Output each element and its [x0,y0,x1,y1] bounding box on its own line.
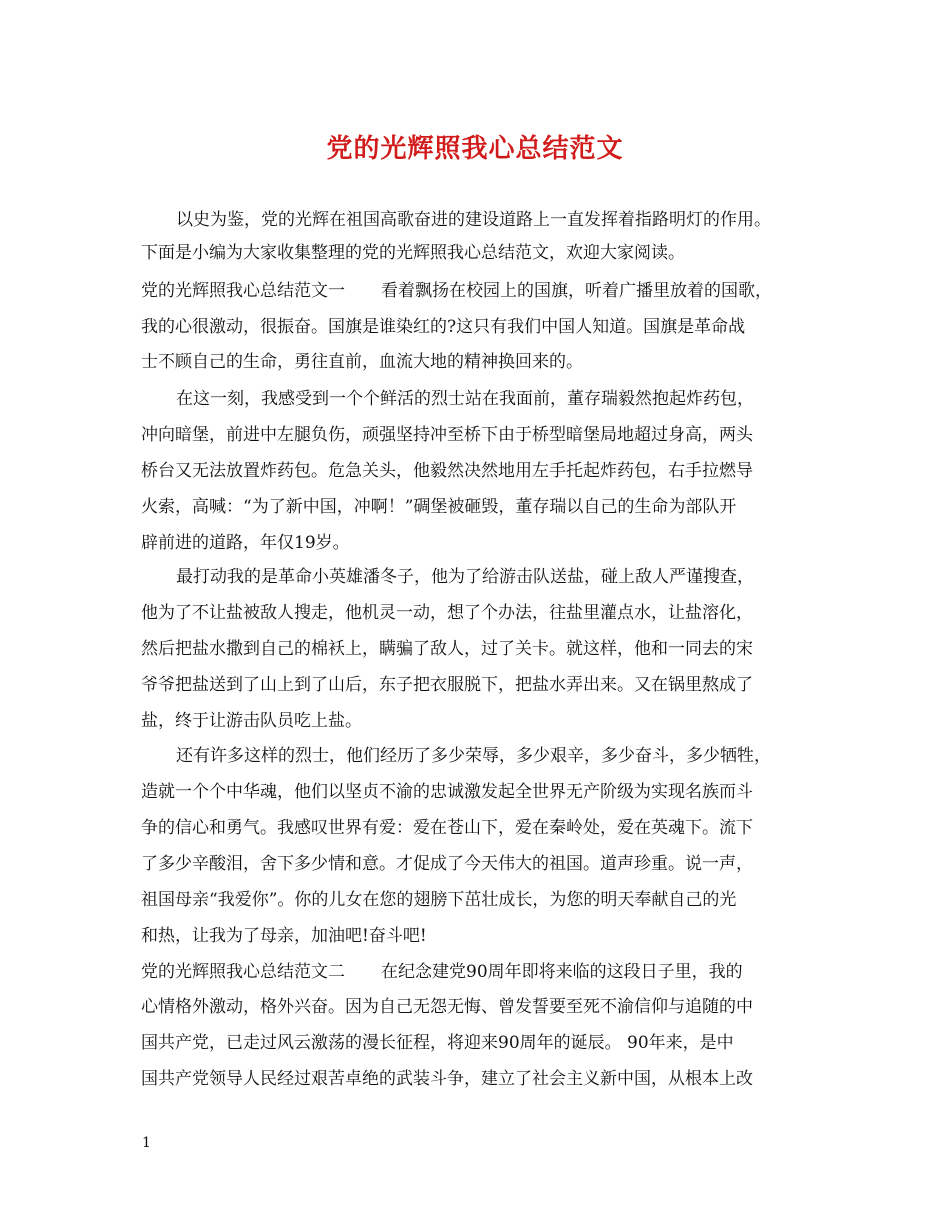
body-line: 然后把盐水撒到自己的棉袄上，瞒骗了敌人，过了关卡。就这样，他和一同去的宋 [141,639,753,659]
body-line: 爷爷把盐送到了山上到了山后，东子把衣服脱下，把盐水弄出来。又在锅里熬成了 [141,675,753,695]
body-line: 我的心很激动，很振奋。国旗是谁染红的?这只有我们中国人知道。国旗是革命战 [141,317,746,337]
body-line: 了多少辛酸泪，舍下多少情和意。才促成了今天伟大的祖国。道声珍重。说一声， [141,854,753,874]
body-line: 国共产党领导人民经过艰苦卓绝的武装斗争，建立了社会主义新中国，从根本上改 [141,1069,753,1089]
body-line: 祖国母亲“我爱你”。你的儿女在您的翅膀下茁壮成长，为您的明天奉献自己的光 [141,890,737,910]
body-line: 下面是小编为大家收集整理的党的光辉照我心总结范文，欢迎大家阅读。 [141,243,685,263]
body-line: 火索，高喊：“为了新中国，冲啊！”碉堡被砸毁，董存瑞以自己的生命为部队开 [141,497,737,517]
body-text: 在纪念建党90周年即将来临的这段日子里，我的 [381,962,743,982]
body-line: 造就一个个中华魂，他们以坚贞不渝的忠诚激发起全世界无产阶级为实现名族而斗 [141,782,753,802]
body-line: 还有许多这样的烈士，他们经历了多少荣辱，多少艰辛，多少奋斗，多少牺牲， [176,746,771,766]
section-heading: 党的光辉照我心总结范文二 [141,962,345,982]
section-heading: 党的光辉照我心总结范文一 [141,281,345,301]
body-line: 最打动我的是革命小英雄潘冬子，他为了给游击队送盐，碰上敌人严谨搜查， [176,567,754,587]
body-line: 士不顾自己的生命，勇往直前，血流大地的精神换回来的。 [141,352,583,372]
page-number: 1 [142,1135,151,1151]
body-line: 盐，终于让游击队员吃上盐。 [141,711,362,731]
body-line: 在这一刻，我感受到一个个鲜活的烈士站在我面前，董存瑞毅然抱起炸药包， [176,389,754,409]
body-line [141,281,772,301]
body-line: 辟前进的道路，年仅19岁。 [141,533,350,553]
body-line: 冲向暗堡，前进中左腿负伤，顽强坚持冲至桥下由于桥型暗堡局地超过身高，两头 [141,425,753,445]
body-line: 和热，让我为了母亲，加油吧!奋斗吧! [141,926,427,946]
body-line [141,962,743,982]
body-line: 他为了不让盐被敌人搜走，他机灵一动，想了个办法，往盐里灌点水，让盐溶化， [141,603,753,623]
body-line: 国共产党，已走过风云激荡的漫长征程，将迎来90周年的诞辰。 90年来，是中 [141,1033,734,1053]
body-line: 争的信心和勇气。我感叹世界有爱：爱在苍山下，爱在秦岭处，爱在英魂下。流下 [141,818,753,838]
body-text: 看着飘扬在校园上的国旗，听着广播里放着的国歌， [381,281,772,301]
document-title: 党的光辉照我心总结范文 [326,134,624,164]
body-line: 心情格外激动，格外兴奋。因为自己无怨无悔、曾发誓要至死不渝信仰与追随的中 [141,997,753,1017]
body-line: 以史为鉴，党的光辉在祖国高歌奋进的建设道路上一直发挥着指路明灯的作用。 [176,210,771,230]
body-line: 桥台又无法放置炸药包。危急关头，他毅然决然地用左手托起炸药包，右手拉燃导 [141,461,753,481]
